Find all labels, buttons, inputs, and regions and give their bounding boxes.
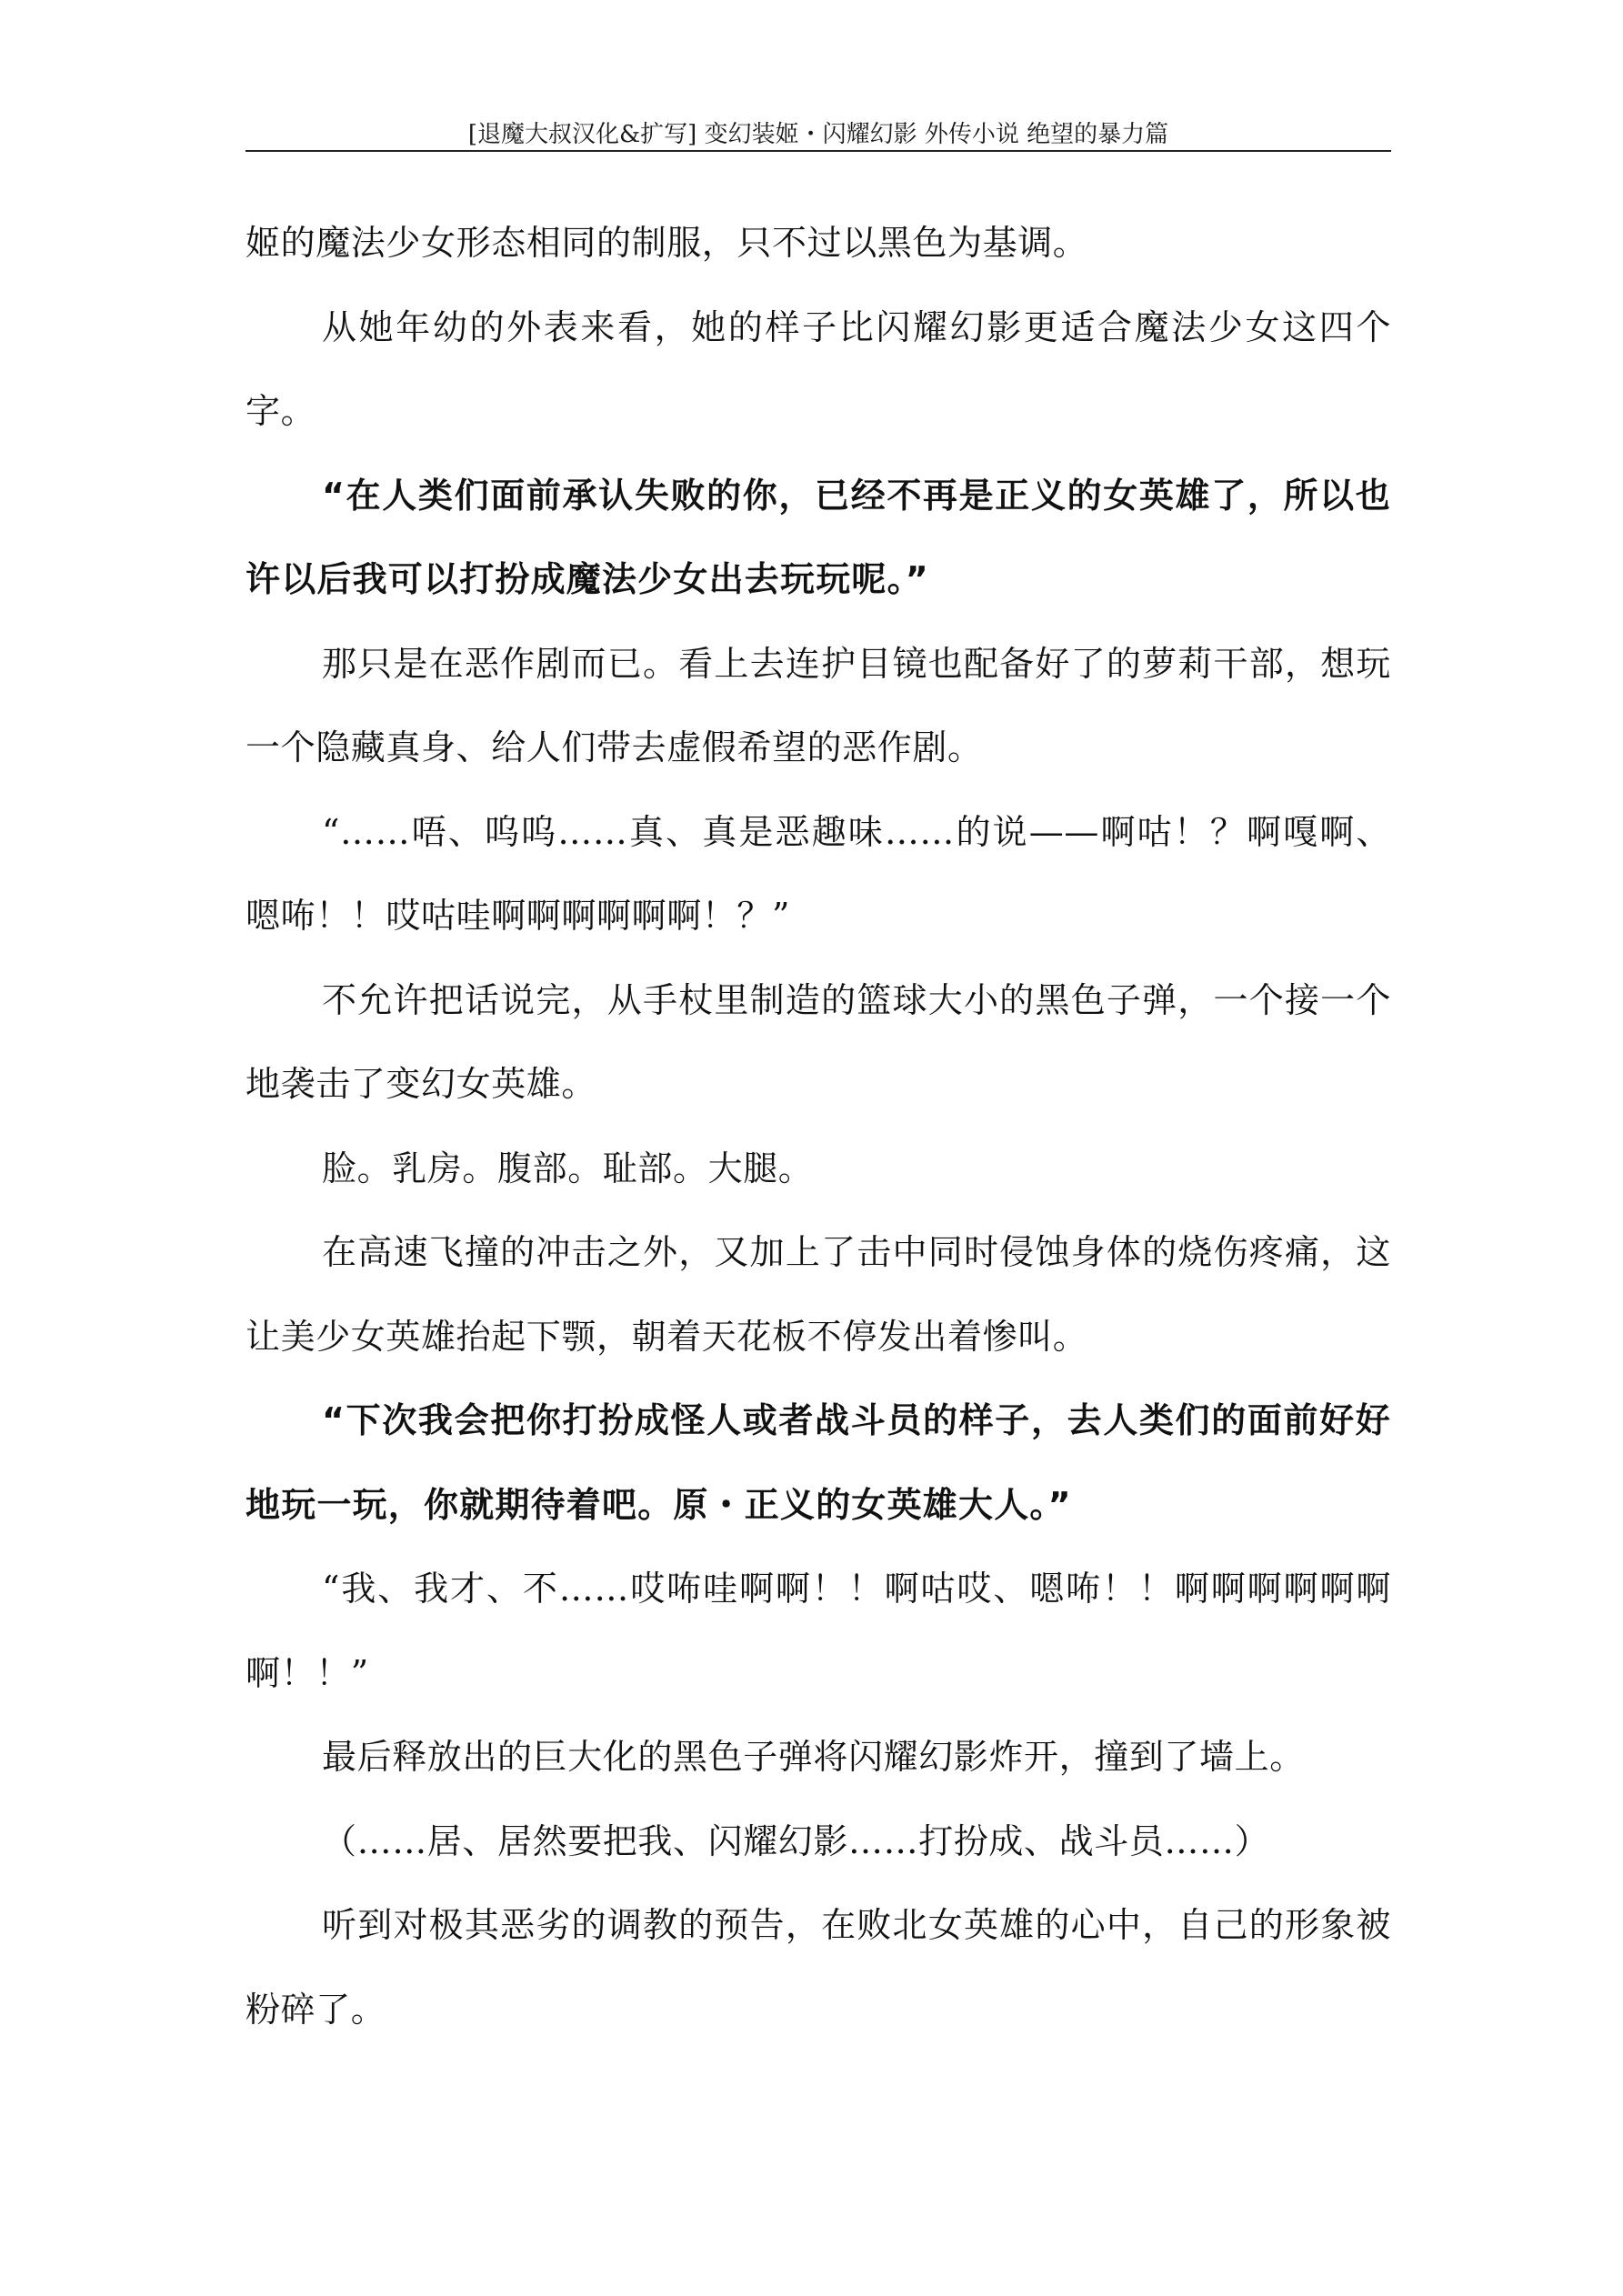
paragraph: 最后释放出的巨大化的黑色子弹将闪耀幻影炸开，撞到了墙上。 [322,1737,1305,1777]
body-text [245,201,1391,2051]
header-divider [245,150,1391,152]
paragraph: 不允许把话说完，从手杖里制造的篮球大小的黑色子弹，一个接一个地袭击了变幻女英雄。 [245,979,1391,1104]
dialogue-paragraph: “我、我才、不……哎咘哇啊啊！！啊咕哎、嗯咘！！啊啊啊啊啊啊啊！！” [245,1569,1391,1693]
dialogue-paragraph: “下次我会把你打扮成怪人或者战斗员的样子，去人类们的面前好好地玩一玩，你就期待着吧。原・正义的女英雄大人。” [245,1400,1391,1525]
paragraph: 那只是在恶作剧而已。看上去连护目镜也配备好了的萝莉干部，想玩一个隐藏真身、给人们带去虚假希望的恶作剧。 [245,643,1391,767]
dialogue-paragraph: “在人类们面前承认失败的你，已经不再是正义的女英雄了，所以也许以后我可以打扮成魔法少女出去玩玩呢。” [245,475,1391,599]
paragraph: 听到对极其恶劣的调教的预告，在败北女英雄的心中，自己的形象被粉碎了。 [245,1905,1391,2030]
thought-paragraph: （……居、居然要把我、闪耀幻影……打扮成、战斗员……） [322,1820,1270,1861]
paragraph: 在高速飞撞的冲击之外，又加上了击中同时侵蚀身体的烧伤疼痛，这让美少女英雄抬起下颚，朝着天花板不停发出着惨叫。 [245,1232,1391,1357]
paragraph: 姬的魔法少女形态相同的制服，只不过以黑色为基调。 [245,223,1088,263]
paragraph: 从她年幼的外表来看，她的样子比闪耀幻影更适合魔法少女这四个字。 [245,306,1391,431]
dialogue-paragraph: “……唔、呜呜……真、真是恶趣味……的说——啊咕！？啊嘎啊、嗯咘！！哎咕哇啊啊啊啊啊啊！？” [245,811,1391,936]
paragraph: 脸。乳房。腹部。耻部。大腿。 [322,1148,814,1188]
page-header-title: [退魔大叔汉化&扩写] 变幻装姬・闪耀幻影 外传小说 绝望的暴力篇 [467,121,1169,148]
